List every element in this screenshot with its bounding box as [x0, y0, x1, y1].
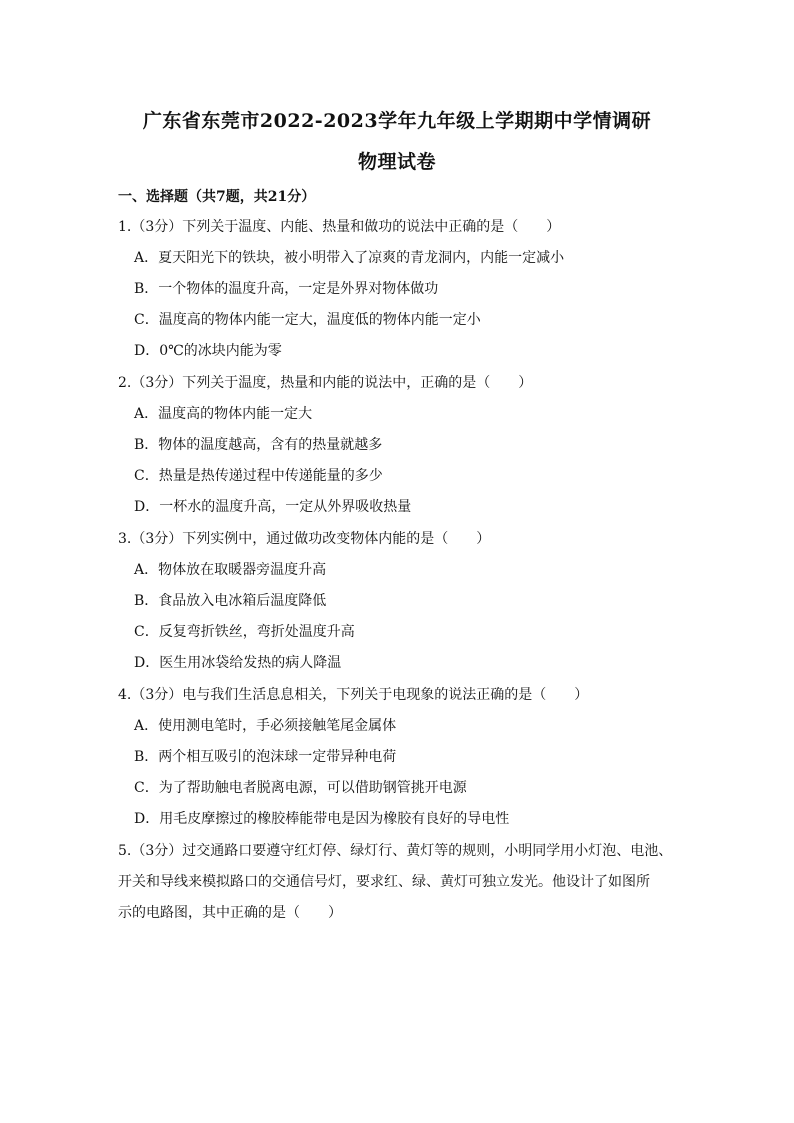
- question-3-option-a: A．物体放在取暖器旁温度升高: [134, 562, 327, 578]
- question-4-option-c: C．为了帮助触电者脱离电源，可以借助钢管挑开电源: [134, 780, 467, 796]
- question-4-stem: 4.（3分）电与我们生活息息相关，下列关于电现象的说法正确的是（ ）: [118, 687, 589, 703]
- question-4-option-d: D．用毛皮摩擦过的橡胶棒能带电是因为橡胶有良好的导电性: [134, 811, 510, 827]
- question-1-stem: 1.（3分）下列关于温度、内能、热量和做功的说法中正确的是（ ）: [118, 219, 561, 235]
- exam-title: 广东省东莞市2022-2023学年九年级上学期期中学情调研: [142, 110, 652, 132]
- question-5-line-3: 示的电路图，其中正确的是（ ）: [118, 905, 342, 921]
- exam-subtitle: 物理试卷: [357, 151, 436, 173]
- question-1-option-b: B．一个物体的温度升高，一定是外界对物体做功: [134, 281, 439, 297]
- section-heading: 一、选择题（共7题，共21分）: [118, 189, 316, 205]
- question-5-line-1: 5.（3分）过交通路口要遵守红灯停、绿灯行、黄灯等的规则，小明同学用小灯泡、电池、: [118, 843, 673, 859]
- question-1-option-d: D．0℃的冰块内能为零: [134, 343, 282, 359]
- question-2-option-a: A．温度高的物体内能一定大: [134, 406, 313, 422]
- question-2-option-c: C．热量是热传递过程中传递能量的多少: [134, 468, 383, 484]
- question-2-stem: 2.（3分）下列关于温度，热量和内能的说法中，正确的是（ ）: [118, 375, 533, 391]
- question-2-option-d: D．一杯水的温度升高，一定从外界吸收热量: [134, 499, 412, 515]
- question-3-option-c: C．反复弯折铁丝，弯折处温度升高: [134, 624, 355, 640]
- question-3-option-b: B．食品放入电冰箱后温度降低: [134, 593, 327, 609]
- question-1-option-c: C．温度高的物体内能一定大，温度低的物体内能一定小: [134, 312, 481, 328]
- question-3-option-d: D．医生用冰袋给发热的病人降温: [134, 655, 342, 671]
- question-3-stem: 3.（3分）下列实例中，通过做功改变物体内能的是（ ）: [118, 531, 491, 547]
- question-4-option-a: A．使用测电笔时，手必须接触笔尾金属体: [134, 718, 397, 734]
- question-5-line-2: 开关和导线来模拟路口的交通信号灯，要求红、绿、黄灯可独立发光。他设计了如图所: [118, 874, 650, 890]
- question-4-option-b: B．两个相互吸引的泡沫球一定带异种电荷: [134, 749, 397, 765]
- question-2-option-b: B．物体的温度越高，含有的热量就越多: [134, 437, 383, 453]
- question-1-option-a: A．夏天阳光下的铁块，被小明带入了凉爽的青龙洞内，内能一定减小: [134, 250, 565, 266]
